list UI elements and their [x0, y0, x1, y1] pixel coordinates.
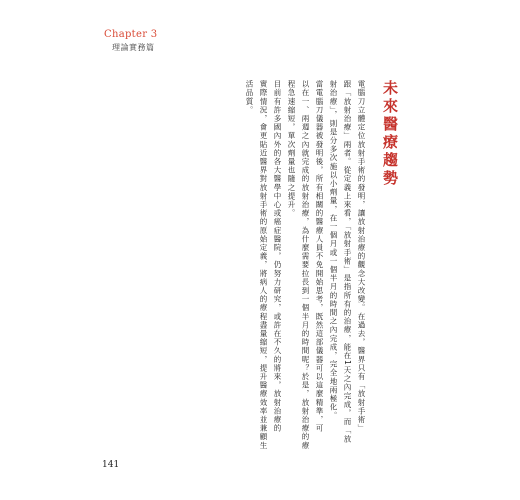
text-column: 當電腦刀儀器被發明後，所有相關的醫療人員不免開始思考，既然這部儀器可以這麼精準，可 [315, 80, 324, 433]
text-column: 目前有許多國內外的各大醫學中心或癌症醫院，仍努力研究，或許在不久的將來，放射治療的 [273, 80, 282, 433]
text-column: 程急速縮短，單次劑量也隨之提升。 [287, 80, 296, 218]
page-number: 141 [102, 460, 120, 470]
section-title: 未來醫療趨勢 [381, 80, 399, 188]
text-column: 以在一、兩週之內就完成的放射治療，為什麼需要拉長到一個半月的時間呢？於是，放射治療的療 [301, 80, 310, 450]
text-column: 射治療」，則是分多次施以小劑量，在一個月或一個半月的時間之內完成，完全地兩極化。 [329, 80, 338, 421]
chapter-label: Chapter 3 [104, 29, 158, 40]
text-column: 實際情況，會更貼近醫界對放射手術的原始定義，將病人的療程盡量縮短，提升醫療效率並兼顧生 [259, 80, 268, 450]
text-column: 活品質。 [245, 80, 254, 115]
chapter-subtitle: 理論實務篇 [112, 43, 155, 52]
text-column: 跟「放射治療」兩者。從定義上來看，「放射手術」是指所有的治療，能在1天之內完成，而「放 [343, 80, 352, 444]
text-column: 電腦刀立體定位放射手術的發明，讓放射治療的觀念大改變。在過去，醫界只有「放射手術」 [357, 80, 366, 433]
article-body [188, 80, 400, 450]
